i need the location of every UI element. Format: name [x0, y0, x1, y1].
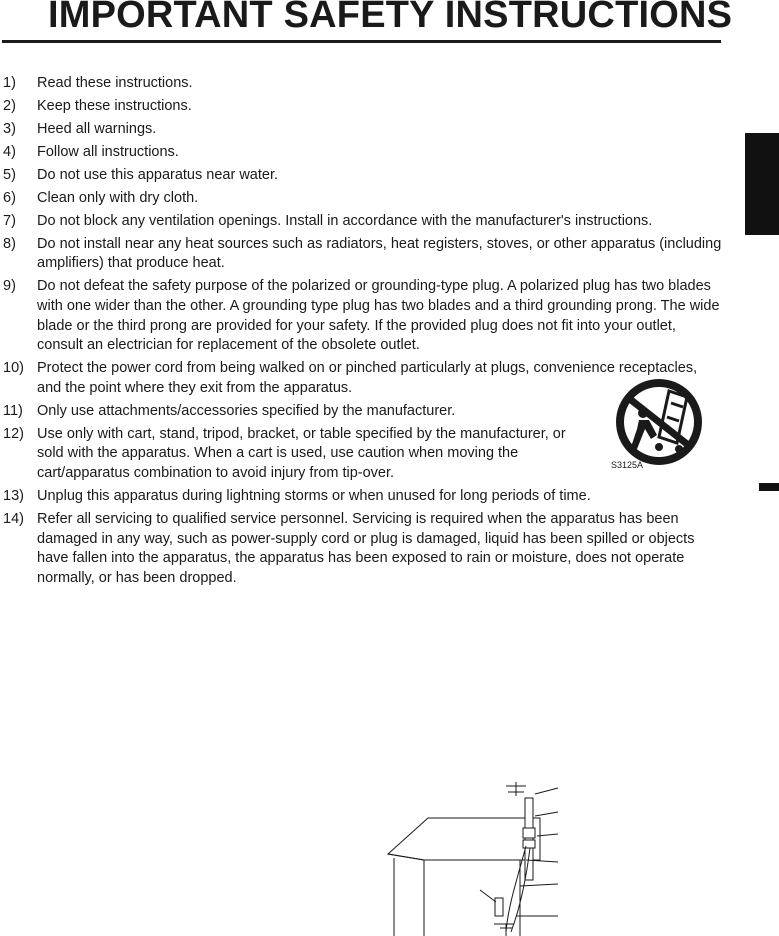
instruction-text: Protect the power cord from being walked on or pinched particularly at plugs, convenience receptacles, and the point where they exit from the apparatus.: [37, 360, 698, 396]
page-title: IMPORTANT SAFETY INSTRUCTIONS: [48, 0, 733, 36]
instruction-number: 12): [3, 425, 24, 442]
instruction-item: [0, 166, 722, 186]
instruction-number: 13): [3, 487, 24, 504]
instruction-text: Do not use this apparatus near water.: [37, 166, 279, 183]
antenna-grounding-diagram: [380, 776, 560, 936]
title-rule: [2, 40, 721, 43]
instruction-item: [0, 277, 722, 355]
instruction-item: [0, 97, 722, 117]
instruction-text: Unplug this apparatus during lightning storms or when unused for long periods of time.: [37, 487, 591, 504]
instruction-item: [0, 189, 722, 209]
instruction-text: Follow all instructions.: [37, 143, 179, 160]
instruction-number: 4): [3, 143, 16, 160]
instruction-text: Heed all warnings.: [37, 120, 157, 137]
page-edge-marker: [759, 483, 779, 491]
language-tab-marker: [745, 133, 779, 235]
instruction-text: Do not install near any heat sources such as radiators, heat registers, stoves, or other apparatus (including amplifiers) that produce heat.: [37, 235, 722, 272]
instruction-number: 1): [3, 75, 16, 91]
instruction-text: Refer all servicing to qualified service personnel. Servicing is required when the apparatus has been damaged in any way, such as power-supply cord or plug is damaged, liquid has been spilled or objects have fallen into the apparatus, the apparatus has been exposed to rain or moisture, does not operate normally, or has been dropped.: [37, 510, 695, 586]
instruction-number: 5): [3, 166, 16, 183]
instruction-item: [0, 510, 722, 588]
instruction-number: 11): [3, 402, 23, 419]
instruction-text: Clean only with dry cloth.: [37, 189, 199, 206]
instruction-text: Keep these instructions.: [37, 97, 192, 114]
instructions-list: [0, 74, 722, 592]
instruction-item: [0, 487, 722, 507]
instruction-item: [0, 235, 722, 274]
instruction-number: 7): [3, 212, 16, 229]
instruction-item: [0, 74, 722, 94]
instruction-number: 2): [3, 97, 16, 114]
instruction-text: Use only with cart, stand, tripod, bracket, or table specified by the manufacturer, or sold with the apparatus. When a cart is used, use caution when moving the cart/apparatus combination to avoid injury from tip-over.: [37, 425, 566, 481]
cart-warning-icon: [599, 377, 717, 473]
instruction-number: 9): [3, 278, 16, 295]
instruction-number: 3): [3, 120, 16, 137]
instruction-item: [0, 143, 722, 163]
instruction-number: 14): [3, 510, 24, 527]
symbol-code: S3125A: [611, 460, 644, 470]
instruction-number: 8): [3, 235, 16, 252]
instruction-text: Only use attachments/accessories specified by the manufacturer.: [37, 402, 456, 419]
instruction-item: [0, 120, 722, 140]
instruction-text: Do not block any ventilation openings. Install in accordance with the manufacturer's instructions.: [37, 212, 653, 229]
instruction-item: [0, 212, 722, 232]
instruction-text: Read these instructions.: [37, 75, 193, 91]
instruction-text: Do not defeat the safety purpose of the polarized or grounding-type plug. A polarized plug has two blades with one wider than the other. A grounding type plug has two blades and a third grounding prong. The wide blade or the third prong are provided for your safety. If the provided plug does not fit into your outlet, consult an electrician for replacement of the obsolete outlet.: [37, 278, 720, 354]
instruction-number: 6): [3, 189, 16, 206]
instruction-number: 10): [3, 360, 24, 377]
